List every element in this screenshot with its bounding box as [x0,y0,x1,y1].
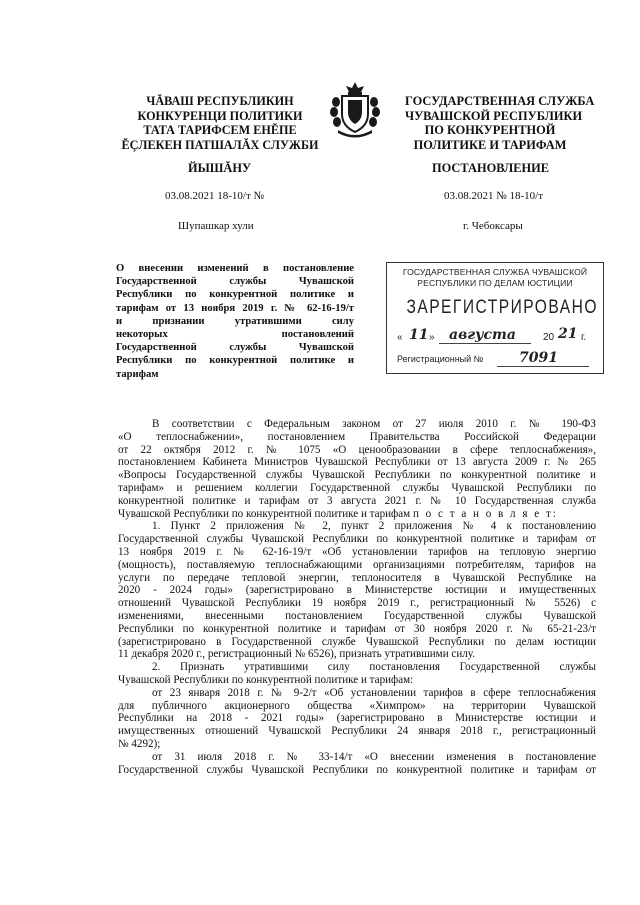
body-line-text: конкурентной политике и тарифам от 3 августа 2021 г. № 10 Государственная служба [118,494,596,507]
body-line [118,597,596,610]
body-line [118,546,596,559]
subject-line: тарифам [116,368,159,380]
header-right-line: ПО КОНКУРЕНТНОЙ [424,123,556,137]
body-line [118,636,596,649]
subject-line: и признании утратившими силу [116,315,354,327]
document-body [118,418,596,776]
body-line-text: имущественных отношений Чувашской Республики 24 января 2018 г., регистрационный [118,725,596,738]
header-left-line: ЧĂВАШ РЕСПУБЛИКИН [146,94,294,108]
body-line [118,495,596,508]
stamp-org-line: ГОСУДАРСТВЕННАЯ СЛУЖБА ЧУВАШСКОЙ [402,267,588,277]
body-line [118,520,596,533]
header-right-line: ГОСУДАРСТВЕННАЯ СЛУЖБА [405,94,595,108]
header-left-line: ТАТА ТАРИФСЕМ ЕНĔПЕ [143,123,297,137]
stamp-regnum: 7091 [519,350,558,366]
subject-line: Республики по конкурентной политике и [116,289,354,301]
body-line-text: от 23 января 2018 г. № 9-2/т «Об установлении тарифов в сфере теплоснабжения [152,686,596,699]
body-line-text: «Вопросы Государственной службы Чувашской Республики по конкурентной политике и [118,469,596,482]
body-line-text: Республики по конкурентной политике и тарифам от 30 ноября 2020 г. № 65-21-23/т [118,622,596,635]
body-line [118,431,596,444]
subject-line: Государственной службы Чувашской [116,276,354,288]
header-right-line: ЧУВАШСКОЙ РЕСПУБЛИКИ [405,108,583,123]
stamp-day: 11 [409,327,429,343]
stamp-regnum-label: Регистрационный № [397,354,484,364]
stamp-year-unit: г. [581,332,587,343]
body-line [118,738,596,751]
body-line [118,559,596,572]
date-number-right: 03.08.2021 № 18-10/т [444,190,544,202]
subject-line: О внесении изменений в постановление [116,263,354,274]
body-line [118,456,596,469]
body-line [118,610,596,623]
body-line [118,700,596,713]
body-line-text: В соответствии с Федеральным законом от 27 июля 2010 г. № 190-ФЗ [152,418,596,430]
stamp-organization [387,267,603,289]
body-line-text: от 22 октября 2012 г. № 1075 «О ценообразовании в сфере теплоснабжения», [118,443,596,456]
body-line-text: № 4292); [118,737,161,750]
body-decision-word: п о с т а н о в л я е т: [412,507,558,520]
body-line [118,648,596,661]
body-line [118,508,596,521]
body-line-text: «О теплоснабжении», постановлением Правительства Российской Федерации [118,430,596,443]
subject-line: некоторых постановлений [116,329,354,341]
body-line-text: отношений Чувашской Республики 19 ноября 2019 г., регистрационный № 5526) с [118,597,596,610]
body-line [118,687,596,700]
document-subject [116,262,354,381]
body-line-text: от 31 июля 2018 г. № 33-14/т «О внесении изменения в постановление [152,750,596,763]
body-line-text: для публичного акционерного общества «Химпром» на территории Чувашской [118,699,596,712]
body-line [118,469,596,482]
stamp-regnum-row [395,351,599,369]
header-left-line: КОНКУРЕНЦИ ПОЛИТИКИ [137,108,303,123]
body-line-text: услуги по передаче тепловой энергии, теплоносителя в Чувашской Республике на [118,571,596,584]
body-line-text: (зарегистрировано в Государственной службе Чувашской Республики по делам юстиции [118,635,596,648]
stamp-year-suffix: 21 [558,326,578,342]
body-line [118,623,596,636]
body-line-text: изменениями, внесенными постановлением Государственной службы Чувашской [118,609,596,622]
body-line [118,482,596,495]
body-line [118,674,596,687]
stamp-registered: ЗАРЕГИСТРИРОВАНО [406,297,598,318]
header-right [405,94,595,152]
subject-line: Республики по конкурентной политике и [116,355,354,367]
body-line [118,712,596,725]
place-left: Шупашкар хули [178,220,254,232]
body-line-text: Государственной службы Чувашской Республики по конкурентной политике и тарифам от [118,763,596,776]
body-line [118,418,596,431]
date-number-left: 03.08.2021 18-10/т № [165,190,265,202]
registration-stamp [386,262,604,374]
doc-type-left: ЙЫШĂНУ [188,161,252,175]
body-line [118,751,596,764]
body-line-text: Чувашской Республики по конкурентной политике и тарифам: [118,673,414,686]
subject-line: Государственной службы Чувашской [116,342,354,354]
body-line-text: Государственной службы Чувашской Республики по конкурентной политике и тарифам от [118,533,596,546]
subject-line: тарифам от 13 ноября 2019 г. № 62-16-19/т [116,302,354,314]
body-line-text: 13 ноября 2019 г. № 62-16-19/т «Об установлении тарифов на тепловую энергию [118,545,596,558]
body-line-text: 2020 - 2024 годы» (зарегистрировано в Министерстве юстиции и имущественных [118,584,596,597]
body-line-text: 1. Пункт 2 приложения № 2, пункт 2 приложения № 4 к постановлению [152,520,596,533]
body-line [118,444,596,457]
stamp-date: « 11 » августа 20 21 г. [397,326,587,343]
header-left-line: ĔÇЛЕКЕН ПАТШАЛĂХ СЛУЖБИ [121,137,319,152]
body-line [118,584,596,597]
body-line-text: 2. Признать утратившими силу постановления Государственной службы [152,661,596,674]
stamp-month: августа [449,327,516,343]
body-line-text: постановлением Кабинета Министров Чувашской Республики от 13 августа 2009 г. № 265 [118,456,596,469]
body-line [118,725,596,738]
body-line-text: тарифам» и решением коллегии Государственной службы Чувашской Республики по [118,481,596,494]
body-line [118,764,596,777]
body-line-text: Чувашской Республики по конкурентной политике и тарифам [118,507,413,520]
emblem-icon [328,80,382,142]
stamp-year-prefix: 20 [543,332,555,343]
body-line-text: Республики на 2018 - 2021 годы» (зарегистрировано в Министерстве юстиции и [118,712,596,725]
body-line-text: (мощность), поставляемую теплоснабжающими организациями потребителям, тарифов на [118,558,596,571]
body-line [118,533,596,546]
header-right-line: ПОЛИТИКЕ И ТАРИФАМ [413,137,567,152]
body-line [118,661,596,674]
stamp-org-line: РЕСПУБЛИКИ ПО ДЕЛАМ ЮСТИЦИИ [417,278,573,288]
header-left [96,94,344,152]
place-right: г. Чебоксары [463,220,523,232]
body-line-text: 11 декабря 2020 г., регистрационный № 6526), признать утратившими силу. [118,648,476,661]
body-line [118,572,596,585]
doc-type-right: ПОСТАНОВЛЕНИЕ [432,161,550,175]
